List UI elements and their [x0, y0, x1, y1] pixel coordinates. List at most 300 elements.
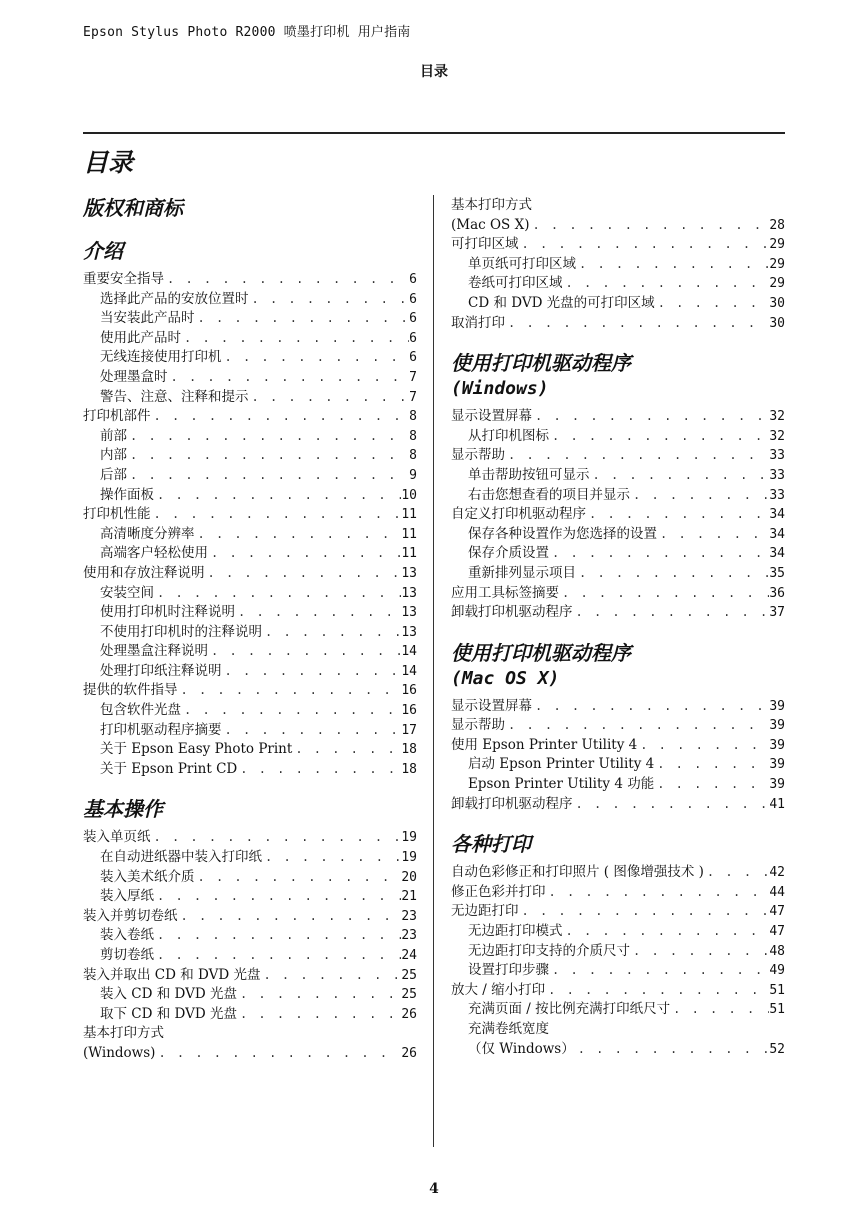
dot-leader	[151, 828, 402, 848]
toc-entry[interactable]	[451, 902, 785, 922]
dot-leader	[127, 466, 409, 486]
toc-entry-page: 34	[769, 526, 785, 542]
dot-leader	[178, 907, 402, 927]
toc-entry-title: CD 和 DVD 光盘的可打印区域	[468, 294, 655, 311]
toc-entry-page: 34	[769, 507, 785, 523]
toc-entry-page: 8	[409, 428, 417, 444]
toc-subentry[interactable]	[451, 942, 785, 962]
toc-entry-page: 11	[401, 546, 417, 562]
dot-leader	[657, 525, 769, 545]
toc-entry-page: 18	[401, 742, 417, 758]
toc-entry-page: 34	[769, 546, 785, 562]
toc-entry[interactable]	[83, 407, 417, 427]
dot-leader	[249, 290, 410, 310]
toc-entry-title: 装入厚纸	[100, 888, 154, 905]
toc-subentry[interactable]	[83, 848, 417, 868]
dot-leader	[576, 255, 769, 275]
toc-entry-title: 卸载打印机驱动程序	[451, 795, 573, 812]
toc-subentry[interactable]	[451, 294, 785, 314]
toc-entry-page: 13	[401, 624, 417, 640]
toc-entry[interactable]	[451, 795, 785, 815]
toc-subentry[interactable]	[83, 309, 417, 329]
toc-subentry[interactable]	[83, 985, 417, 1005]
toc-entry-title: （仅 Windows）	[468, 1040, 575, 1057]
toc-subentry[interactable]	[451, 755, 785, 775]
toc-entry-page: 39	[769, 777, 785, 793]
dot-leader	[181, 701, 401, 721]
toc-entry-page: 37	[769, 605, 785, 621]
toc-right-column	[451, 196, 785, 1059]
toc-subentry[interactable]	[83, 701, 417, 721]
toc-entry-title: 可打印区域	[451, 236, 519, 253]
toc-subentry[interactable]	[83, 740, 417, 760]
toc-entry-title: 内部	[100, 447, 127, 464]
toc-subentry[interactable]	[451, 427, 785, 447]
toc-subentry[interactable]	[451, 922, 785, 942]
toc-entry-title: 提供的软件指导	[83, 682, 178, 699]
toc-subentry[interactable]	[83, 329, 417, 349]
toc-entry-page: 36	[769, 585, 785, 601]
dot-leader	[249, 388, 410, 408]
toc-entry-page: 47	[769, 904, 785, 920]
dot-leader	[505, 446, 769, 466]
toc-subentry[interactable]	[451, 525, 785, 545]
toc-entry-title: 显示帮助	[451, 447, 505, 464]
dot-leader	[222, 348, 410, 368]
toc-entry-title: Epson Printer Utility 4 功能	[468, 776, 655, 793]
section-label: 目录	[420, 64, 448, 80]
dot-leader	[208, 642, 401, 662]
dot-leader	[654, 755, 769, 775]
dot-leader	[151, 407, 410, 427]
toc-entry-title: 剪切卷纸	[100, 947, 154, 963]
toc-entry-title: 充满页面 / 按比例充满打印纸尺寸	[468, 1001, 671, 1018]
toc-entry-title: 卷纸可打印区域	[468, 275, 563, 292]
toc-entry-title: 打印机部件	[83, 408, 151, 425]
dot-leader	[181, 329, 409, 349]
toc-entry-title: 装入并取出 CD 和 DVD 光盘	[83, 966, 261, 983]
toc-entry[interactable]	[83, 564, 417, 584]
toc-subentry[interactable]	[451, 255, 785, 275]
toc-subentry[interactable]	[83, 525, 417, 545]
toc-entry-title: 修正色彩并打印	[451, 883, 546, 900]
toc-entry-page: 51	[769, 1002, 785, 1018]
toc-entry-page: 32	[769, 428, 785, 444]
toc-entry[interactable]	[83, 907, 417, 927]
toc-entry[interactable]	[83, 270, 417, 290]
dot-leader	[195, 525, 402, 545]
toc-subentry[interactable]	[83, 662, 417, 682]
toc-entry-title: 应用工具标签摘要	[451, 584, 559, 601]
toc-subentry[interactable]	[83, 544, 417, 564]
toc-heading	[451, 641, 785, 691]
toc-entry[interactable]	[83, 505, 417, 525]
toc-entry-page: 16	[401, 703, 417, 719]
toc-entry-page: 14	[401, 663, 417, 679]
toc-entry[interactable]	[451, 584, 785, 604]
toc-entry-title: 使用和存放注释说明	[83, 564, 205, 581]
toc-entry-page: 49	[769, 963, 785, 979]
dot-leader	[532, 697, 769, 717]
toc-heading-text: 使用打印机驱动程序	[451, 351, 631, 376]
toc-entry-title: 卸载打印机驱动程序	[451, 604, 573, 621]
toc-entry-page: 30	[769, 315, 785, 331]
toc-entry-page: 51	[769, 982, 785, 998]
dot-leader	[505, 716, 769, 736]
toc-subentry[interactable]	[83, 368, 417, 388]
toc-entry-page: 23	[401, 928, 417, 944]
dot-leader	[205, 564, 402, 584]
dot-leader	[655, 294, 770, 314]
toc-entry-page: 24	[401, 948, 417, 963]
toc-entry-title: 显示设置屏幕	[451, 697, 532, 714]
toc-entry-title: (Windows)	[83, 1044, 156, 1061]
toc-entry-page: 35	[769, 565, 785, 581]
toc-entry-page: 42	[769, 865, 785, 881]
toc-entry-title-line[interactable]: 基本打印方式	[451, 197, 532, 213]
dot-leader	[237, 760, 401, 780]
toc-heading-text: 使用打印机驱动程序	[451, 640, 631, 665]
toc-entry-title: 警告、注意、注释和提示	[100, 388, 249, 405]
toc-entry-title: 右击您想查看的项目并显示	[468, 486, 630, 503]
toc-subentry[interactable]	[83, 868, 417, 888]
toc-entry-page: 26	[401, 1006, 417, 1022]
dot-leader	[519, 235, 770, 255]
toc-entry-title: 打印机性能	[83, 506, 151, 523]
toc-entry-page: 26	[401, 1045, 417, 1061]
toc-subentry[interactable]	[451, 775, 785, 795]
toc-entry-page: 8	[409, 409, 417, 425]
toc-entry-page: 7	[409, 369, 417, 385]
toc-heading	[83, 797, 417, 822]
toc-entry-title: 取下 CD 和 DVD 光盘	[100, 1005, 237, 1022]
toc-subentry[interactable]	[83, 721, 417, 741]
dot-leader	[563, 922, 770, 942]
toc-entry-title: 不使用打印机时的注释说明	[100, 623, 262, 640]
toc-entry-page: 20	[401, 869, 417, 885]
toc-entry-page: 33	[769, 487, 785, 503]
dot-leader	[154, 584, 401, 604]
toc-entry-page: 39	[769, 718, 785, 734]
toc-subentry[interactable]	[451, 564, 785, 584]
toc-entry-title: 自动色彩修正和打印照片 ( 图像增强技术 )	[451, 864, 704, 881]
toc-entry-page: 14	[401, 644, 417, 660]
toc-entry-title: 设置打印步骤	[468, 962, 549, 979]
toc-entry-page: 29	[769, 256, 785, 272]
toc-entry-title: 单页纸可打印区域	[468, 255, 576, 272]
toc-entry-page: 9	[409, 467, 417, 483]
toc-entry-title: 取消打印	[451, 314, 505, 331]
toc-entry-title: 打印机驱动程序摘要	[100, 721, 222, 738]
toc-entry-page: 28	[769, 217, 785, 233]
toc-entry-page: 33	[769, 467, 785, 483]
toc-entry-title: 装入单页纸	[83, 829, 151, 846]
toc-subentry[interactable]	[451, 961, 785, 981]
dot-leader	[127, 446, 409, 466]
toc-entry-title: 无边距打印支持的介质尺寸	[468, 942, 630, 959]
toc-subentry[interactable]	[83, 290, 417, 310]
toc-entry[interactable]	[451, 446, 785, 466]
toc-subentry[interactable]	[83, 603, 417, 623]
toc-entry-title: 单击帮助按钮可显示	[468, 466, 590, 483]
toc-entry-title: 高端客户轻松使用	[100, 545, 208, 562]
toc-entry[interactable]	[451, 216, 785, 236]
toc-subentry[interactable]	[83, 348, 417, 368]
toc-entry-title: 放大 / 缩小打印	[451, 981, 546, 998]
toc-entry-page: 19	[401, 830, 417, 846]
toc-heading-text: 基本操作	[83, 797, 163, 822]
toc-entry-page: 32	[769, 409, 785, 425]
toc-entry-page: 6	[409, 311, 417, 327]
toc-entry-title: 显示帮助	[451, 717, 505, 734]
dot-leader	[573, 603, 770, 623]
dot-leader	[545, 981, 769, 1001]
dot-leader	[586, 505, 769, 525]
toc-entry-page: 13	[401, 565, 417, 581]
toc-subentry[interactable]	[83, 466, 417, 486]
toc-heading	[451, 351, 785, 401]
dot-leader	[208, 544, 401, 564]
toc-entry-page: 18	[401, 761, 417, 777]
dot-leader	[154, 946, 401, 966]
dot-leader	[127, 427, 409, 447]
toc-entry-title: 处理墨盒时	[100, 368, 168, 385]
toc-entry-page: 25	[401, 967, 417, 983]
dot-leader	[154, 486, 401, 506]
dot-leader	[151, 505, 402, 525]
toc-heading-subtitle: (Mac OS X)	[451, 667, 560, 689]
toc-entry-page: 33	[769, 448, 785, 464]
toc-subentry[interactable]	[83, 446, 417, 466]
dot-leader	[262, 848, 401, 868]
toc-left-column	[83, 196, 417, 1064]
dot-leader	[576, 564, 769, 584]
dot-leader	[292, 740, 401, 760]
toc-heading	[83, 239, 417, 264]
toc-entry-page: 41	[769, 796, 785, 812]
toc-entry-title: 包含软件光盘	[100, 702, 181, 719]
dot-leader	[559, 584, 769, 604]
toc-entry-title: 无边距打印模式	[468, 923, 563, 940]
toc-subentry[interactable]	[83, 946, 417, 966]
header-rule	[83, 132, 785, 134]
toc-entry[interactable]	[451, 697, 785, 717]
toc-entry-title: 无边距打印	[451, 903, 519, 920]
toc-entry-page: 16	[401, 683, 417, 699]
toc-heading	[451, 832, 785, 857]
toc-subentry[interactable]	[83, 486, 417, 506]
dot-leader	[630, 942, 769, 962]
toc-entry-page: 44	[769, 884, 785, 900]
toc-subentry[interactable]	[83, 887, 417, 907]
toc-entry-title: (Mac OS X)	[451, 216, 530, 233]
toc-entry-page: 13	[401, 585, 417, 601]
toc-entry-page: 39	[769, 757, 785, 773]
toc-entry-page: 19	[401, 850, 417, 866]
toc-subentry[interactable]	[83, 427, 417, 447]
toc-entry-title: 使用此产品时	[100, 329, 181, 346]
toc-entry[interactable]	[451, 314, 785, 334]
toc-subentry[interactable]	[451, 486, 785, 506]
dot-leader	[549, 961, 769, 981]
toc-entry-title: 选择此产品的安放位置时	[100, 290, 249, 307]
toc-subentry[interactable]	[83, 1005, 417, 1025]
toc-entry-title: 前部	[100, 427, 127, 444]
dot-leader	[549, 544, 769, 564]
toc-entry-page: 8	[409, 448, 417, 464]
toc-entry-title: 显示设置屏幕	[451, 408, 532, 425]
dot-leader	[155, 1044, 401, 1064]
page-number: 4	[429, 1181, 439, 1197]
dot-leader	[637, 736, 769, 756]
toc-subentry[interactable]	[83, 926, 417, 946]
toc-entry[interactable]	[451, 883, 785, 903]
toc-entry-title: 保存介质设置	[468, 545, 549, 562]
toc-entry-title: 安装空间	[100, 584, 154, 601]
dot-leader	[670, 1000, 769, 1020]
toc-entry-title-line[interactable]: 充满卷纸宽度	[468, 1021, 549, 1037]
dot-leader	[195, 868, 402, 888]
toc-entry[interactable]	[83, 966, 417, 986]
toc-entry[interactable]	[451, 863, 785, 883]
toc-heading-text: 介绍	[83, 239, 123, 263]
toc-entry-page: 39	[769, 737, 785, 753]
toc-entry-page: 29	[769, 237, 785, 253]
toc-entry-title: 保存各种设置作为您选择的设置	[468, 525, 657, 542]
toc-entry-title: 关于 Epson Easy Photo Print	[100, 741, 293, 758]
toc-entry-page: 6	[409, 272, 417, 287]
dot-leader	[222, 721, 402, 741]
toc-entry-title: 无线连接使用打印机	[100, 349, 222, 366]
dot-leader	[654, 775, 769, 795]
toc-entry-page: 7	[409, 389, 417, 405]
toc-entry-page: 30	[769, 295, 785, 311]
toc-entry-page: 11	[401, 526, 417, 542]
dot-leader	[154, 887, 401, 907]
toc-heading-text: 版权和商标	[83, 196, 183, 220]
toc-subentry[interactable]	[451, 1000, 785, 1020]
dot-leader	[704, 863, 769, 883]
column-divider	[433, 195, 434, 1147]
toc-entry-title: 自定义打印机驱动程序	[451, 506, 586, 523]
toc-entry-title: 操作面板	[100, 486, 154, 503]
toc-entry-page: 29	[769, 276, 785, 292]
toc-entry-page: 48	[769, 943, 785, 959]
dot-leader	[563, 274, 770, 294]
toc-entry-title: 启动 Epson Printer Utility 4	[468, 756, 655, 773]
toc-subentry[interactable]	[451, 1040, 785, 1060]
toc-subentry[interactable]	[83, 388, 417, 408]
toc-entry-title-line[interactable]: 基本打印方式	[83, 1025, 164, 1042]
toc-entry-page: 23	[401, 908, 417, 924]
toc-subentry[interactable]	[83, 623, 417, 643]
dot-leader	[519, 902, 770, 922]
toc-subentry[interactable]	[451, 466, 785, 486]
dot-leader	[195, 309, 410, 329]
toc-entry[interactable]	[451, 981, 785, 1001]
dot-leader	[529, 216, 769, 236]
toc-entry-page: 52	[769, 1041, 785, 1057]
toc-heading	[83, 196, 417, 221]
toc-entry-title: 装入并剪切卷纸	[83, 907, 178, 924]
dot-leader	[546, 883, 770, 903]
toc-entry[interactable]	[451, 235, 785, 255]
toc-entry-title: 处理打印纸注释说明	[100, 662, 222, 679]
toc-subentry[interactable]	[451, 274, 785, 294]
toc-entry-title: 装入 CD 和 DVD 光盘	[100, 986, 237, 1003]
toc-entry-title: 处理墨盒注释说明	[100, 643, 208, 660]
page-title: 目录	[83, 148, 134, 177]
toc-entry[interactable]	[451, 716, 785, 736]
dot-leader	[235, 603, 401, 623]
toc-entry-title: 当安装此产品时	[100, 310, 195, 327]
toc-heading-subtitle: (Windows)	[451, 378, 549, 400]
toc-entry-title: 关于 Epson Print CD	[100, 760, 238, 777]
dot-leader	[237, 1005, 401, 1025]
toc-entry-title: 装入美术纸介质	[100, 868, 195, 885]
dot-leader	[260, 966, 401, 986]
dot-leader	[532, 407, 769, 427]
toc-entry-page: 6	[409, 330, 417, 346]
toc-entry-page: 11	[401, 507, 417, 523]
toc-entry-page: 17	[401, 722, 417, 738]
dot-leader	[262, 623, 401, 643]
toc-entry[interactable]	[83, 1044, 417, 1064]
dot-leader	[549, 427, 769, 447]
toc-entry-page: 39	[769, 698, 785, 714]
toc-heading-text: 各种打印	[451, 832, 531, 857]
toc-entry-title: 从打印机图标	[468, 427, 549, 444]
dot-leader	[630, 486, 769, 506]
dot-leader	[164, 270, 409, 290]
dot-leader	[222, 662, 402, 682]
dot-leader	[168, 368, 410, 388]
dot-leader	[575, 1040, 770, 1060]
running-header: Epson Stylus Photo R2000 喷墨打印机 用户指南	[83, 25, 411, 40]
dot-leader	[573, 795, 770, 815]
dot-leader	[590, 466, 770, 486]
toc-entry[interactable]	[451, 736, 785, 756]
toc-entry[interactable]	[451, 603, 785, 623]
toc-entry-page: 6	[409, 350, 417, 366]
toc-entry-page: 25	[401, 987, 417, 1003]
toc-subentry[interactable]	[451, 544, 785, 564]
toc-entry-title: 重要安全指导	[83, 271, 164, 287]
dot-leader	[178, 681, 402, 701]
toc-entry-title: 高清晰度分辨率	[100, 525, 195, 542]
toc-entry-page: 10	[401, 487, 417, 503]
toc-entry-title: 重新排列显示项目	[468, 564, 576, 581]
toc-subentry[interactable]	[83, 760, 417, 780]
toc-entry[interactable]	[83, 828, 417, 848]
toc-entry-page: 21	[401, 889, 417, 905]
toc-entry-title: 装入卷纸	[100, 927, 154, 944]
toc-subentry[interactable]	[83, 584, 417, 604]
toc-entry-title: 使用打印机时注释说明	[100, 604, 235, 621]
toc-entry-page: 13	[401, 605, 417, 621]
toc-entry[interactable]	[451, 505, 785, 525]
toc-entry-title: 使用 Epson Printer Utility 4	[451, 736, 638, 753]
toc-entry[interactable]	[83, 681, 417, 701]
toc-entry[interactable]	[451, 407, 785, 427]
toc-entry-title: 在自动进纸器中装入打印纸	[100, 849, 262, 866]
toc-subentry[interactable]	[83, 642, 417, 662]
dot-leader	[505, 314, 769, 334]
dot-leader	[154, 926, 401, 946]
dot-leader	[237, 985, 401, 1005]
toc-entry-title: 后部	[100, 466, 127, 483]
toc-entry-page: 47	[769, 924, 785, 940]
